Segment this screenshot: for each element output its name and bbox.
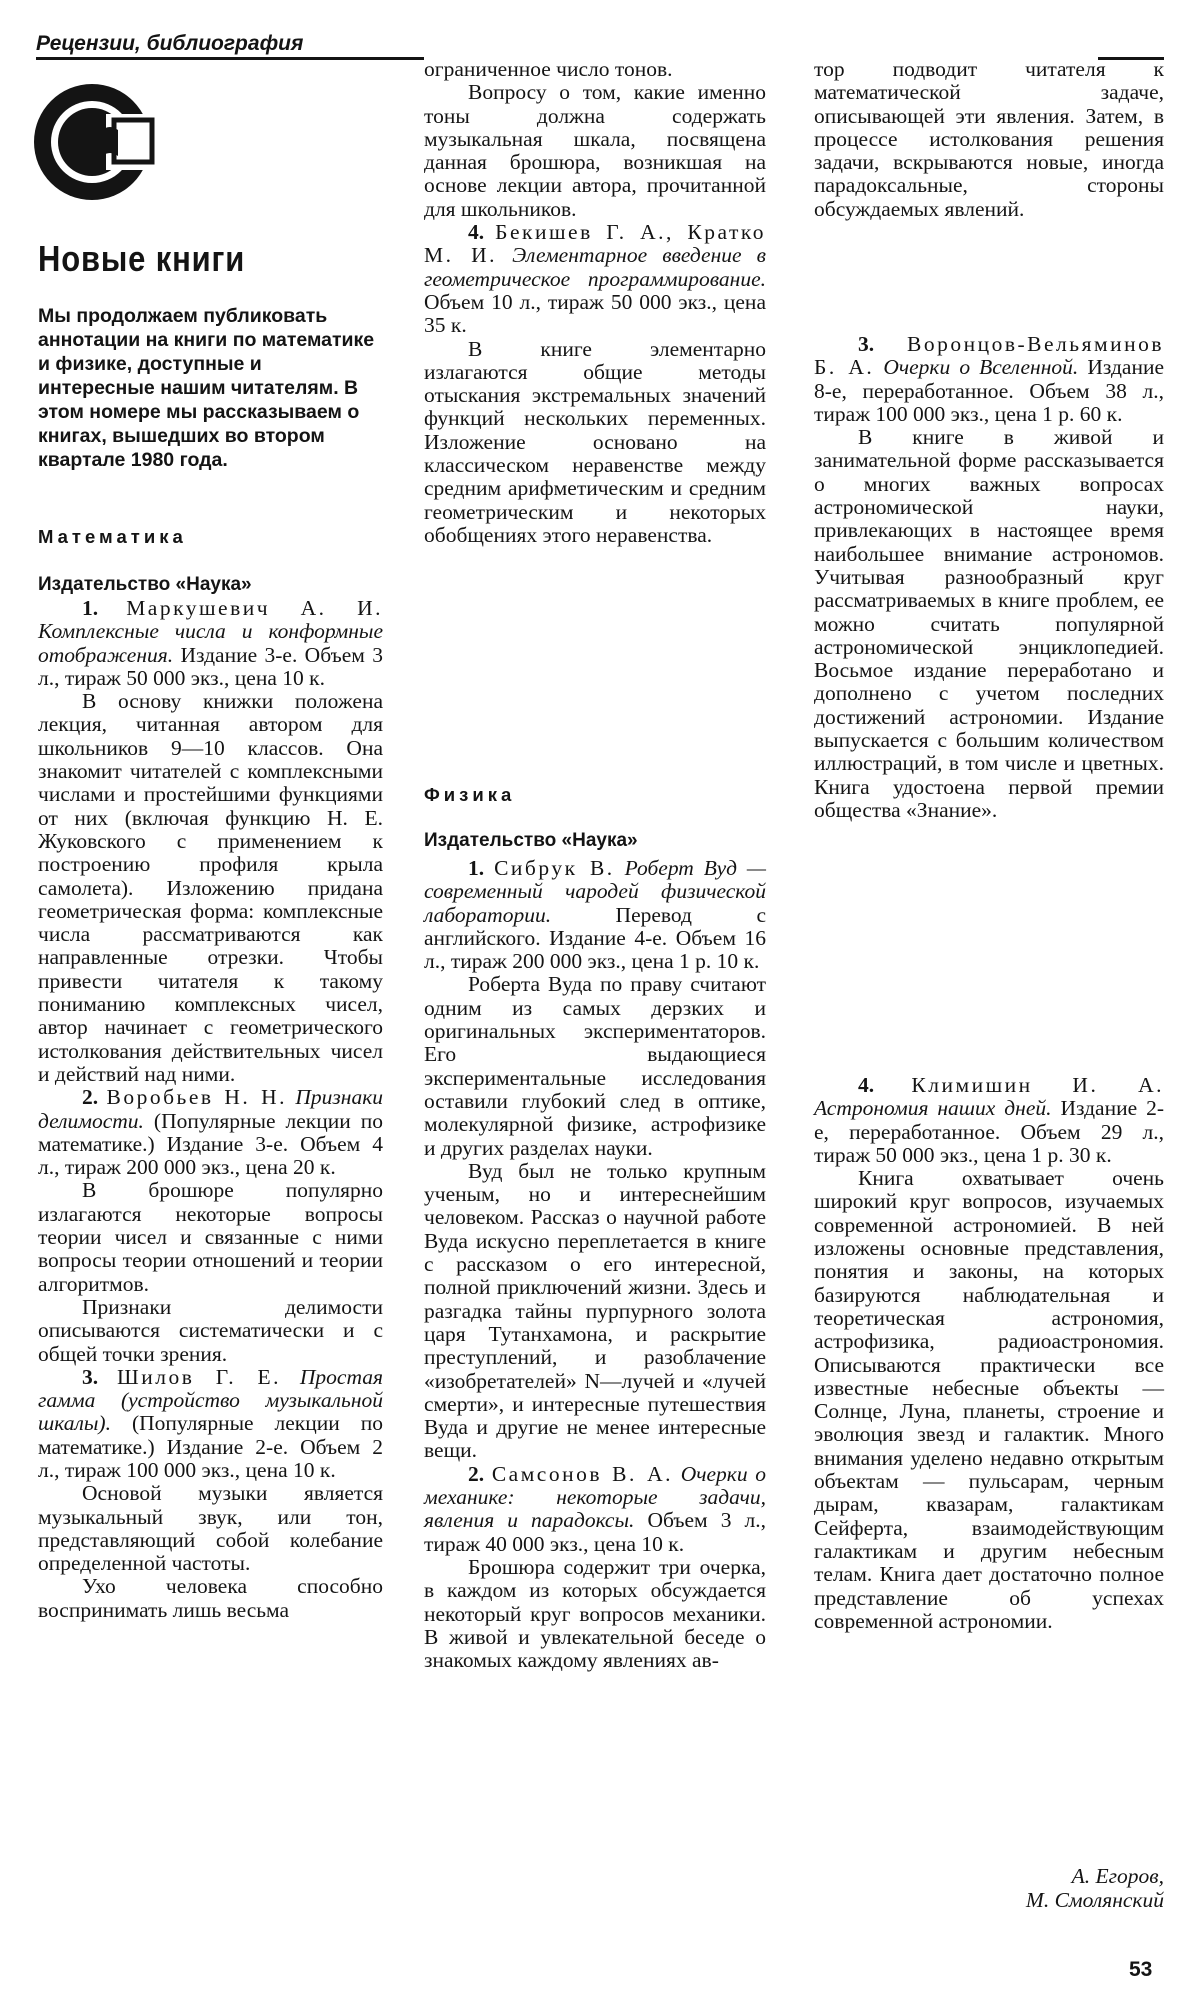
book-annotation: Признаки делимости описываются систематически и с общей точки зрения. xyxy=(38,1294,383,1366)
column-3-top xyxy=(814,58,1164,221)
column-2-bottom xyxy=(424,857,766,1672)
book-annotation: Вуд был не только крупным ученым, но и интереснейшим человеком. Рассказ о научной работе Вуда искусно переплетается в книге с рассказом о его интересной, полной приключений жизни. Здесь и разгадка тайны пурпурного золота царя Тутанхамона, и раскрытие преступлений, и разоблачение «изобретателей» N—лучей и «лучей смерти», и интересные путешествия Вуда и другие не менее интересные вещи. xyxy=(424,1158,766,1463)
column-2-top xyxy=(424,58,766,547)
book-annotation: Роберта Вуда по праву считают одним из самых дерзких и оригинальных экспериментаторов. Его выдающиеся экспериментальные исследования оставили глубокий след в оптике, молекулярной физике, астрофизике и других разделах науки. xyxy=(424,972,766,1160)
book-details: Объем 3 л., тираж 40 000 экз., цена 10 к. xyxy=(424,1508,766,1556)
book-details: Издание 3-е. Объем 3 л., тираж 50 000 экз., цена 10 к. xyxy=(38,642,383,690)
book-details: Издание 8-е, переработанное. Объем 38 л., тираж 100 000 экз., цена 1 р. 60 к. xyxy=(814,355,1165,426)
book-annotation: В книге элементарно излагаются общие методы отыскания экстремальных значений функций нескольких переменных. Изложение основано на классическом неравенстве между средним арифметическим и средним геометрическим и некоторых обобщениях этого неравенства. xyxy=(424,336,766,547)
book-title: Комплексные числа и конформные отображения. xyxy=(38,619,383,667)
book-details: Перевод с английского. Издание 4-е. Объем 16 л., тираж 200 000 экз., цена 1 р. 10 к. xyxy=(424,902,766,974)
book-author: Бекишев Г. А., Кратко М. И. xyxy=(424,220,766,268)
book-entry: 2. Самсонов В. А. Очерки о механике: некоторые задачи, явления и парадоксы. Объем 3 л., тираж 40 000 экз., цена 10 к. xyxy=(424,1461,767,1556)
book-title: Очерки о Вселенной. xyxy=(883,355,1079,380)
book-title: Очерки о механике: некоторые задачи, явления и парадоксы. xyxy=(424,1461,767,1533)
book-annotation: Вопросу о том, какие именно тоны должна содержать музыкальная шкала, посвящена данная брошюра, возникшая на основе лекции автора, прочитанной для школьников. xyxy=(424,80,766,221)
section-label: Рецензии, библиография xyxy=(36,32,304,55)
book-details: Объем 10 л., тираж 50 000 экз., цена 35 к. xyxy=(424,289,766,338)
column-1 xyxy=(38,597,383,1622)
book-title: Простая гамма (устройство музыкальной шкалы). xyxy=(38,1364,384,1436)
book-entry: 2. Воробьев Н. Н. Признаки делимости. (Популярные лекции по математике.) Издание 3-е. Объем 4 л., тираж 200 000 экз., цена 20 к. xyxy=(38,1085,384,1180)
book-title: Элементарное введение в геометрическое программирование. xyxy=(424,243,766,291)
book-annotation: В брошюре популярно излагаются некоторые вопросы теории чисел и связанные с ними вопросы теории отношений и теории алгоритмов. xyxy=(38,1178,383,1296)
book-annotation: ограниченное число тонов. xyxy=(424,57,673,81)
book-entry: 4. Климишин И. А. Астрономия наших дней. Издание 2-е, переработанное. Объем 29 л., тираж 50 000 экз., цена 1 р. 30 к. xyxy=(814,1073,1165,1167)
book-author: Маркушевич А. И. xyxy=(126,596,383,620)
header-rule xyxy=(36,57,424,60)
book-annotation: Основой музыки является музыкальный звук, или тон, представляющий собой колебание определенной частоты. xyxy=(38,1481,383,1576)
book-entry: 3. Воронцов-Вельяминов Б. А. Очерки о Вселенной. Издание 8-е, переработанное. Объем 38 л., тираж 100 000 экз., цена 1 р. 60 к. xyxy=(814,332,1165,426)
book-annotation: Ухо человека способно воспринимать лишь весьма xyxy=(38,1574,383,1622)
book-details: (Популярные лекции по математике.) Издание 3-е. Объем 4 л., тираж 200 000 экз., цена 20 к. xyxy=(38,1108,383,1180)
book-author: Воробьев Н. Н. xyxy=(106,1085,288,1110)
book-details: (Популярные лекции по математике.) Издание 2-е. Объем 2 л., тираж 100 000 экз., цена 10 к. xyxy=(38,1411,383,1482)
book-annotation: тор подводит читателя к математической задаче, описывающей эти явления. Затем, в процессе истолкования решения задачи, вскрываются новые, иногда парадоксальные, стороны обсуждаемых явлений. xyxy=(814,57,1164,221)
book-annotation: В книге в живой и занимательной форме рассказывается о многих важных вопросах астрономической науки, привлекающих в настоящее время наибольшее внимание астрономов. Учитывая разнообразный круг рассматриваемых в книге проблем, ее можно считать популярной астрономической энциклопедией. Восьмое издание переработано и дополнено с учетом последних достижений астрономии. Издание выпускается с большим количеством иллюстраций, в том числе и цветных. Книга удостоена первой премии общества «Знание». xyxy=(814,425,1164,822)
page-title: Новые книги xyxy=(38,238,246,279)
signature xyxy=(900,1864,1164,1912)
book-annotation: Брошюра содержит три очерка, в каждом из которых обсуждается некоторый круг вопросов механики. В живой и увлекательной беседе о знакомых каждому явлениях ав- xyxy=(424,1554,766,1673)
section-heading-physics: Физика xyxy=(424,784,516,805)
book-author: Шилов Г. Е. xyxy=(117,1364,282,1389)
intro-text: Мы продолжаем публиковать аннотации на книги по математике и физике, доступные и интересные нашим читателям. В этом номере мы рассказываем о книгах, вышедших во втором квартале 1980 года. xyxy=(38,305,375,471)
section-logo-icon xyxy=(34,80,158,204)
book-entry: 4. Бекишев Г. А., Кратко М. И. Элементарное введение в геометрическое программирование. Объем 10 л., тираж 50 000 экз., цена 35 к. xyxy=(424,220,766,338)
book-entry: 1. Маркушевич А. И. Комплексные числа и конформные отображения. Издание 3-е. Объем 3 л., тираж 50 000 экз., цена 10 к. xyxy=(38,596,383,690)
book-title: Роберт Вуд — современный чародей физической лаборатории. xyxy=(424,856,767,927)
book-author: Воронцов-Вельяминов Б. А. xyxy=(814,332,1164,380)
book-entry: 3. Шилов Г. Е. Простая гамма (устройство музыкальной шкалы). (Популярные лекции по математике.) Издание 2-е. Объем 2 л., тираж 100 000 экз., цена 10 к. xyxy=(38,1364,384,1482)
section-heading-math: Математика xyxy=(38,526,187,547)
book-title: Астрономия наших дней. xyxy=(814,1096,1052,1121)
page-number: 53 xyxy=(1129,1958,1153,1981)
publisher-heading: Издательство «Наука» xyxy=(424,830,638,851)
book-entry: 1. Сибрук В. Роберт Вуд — современный чародей физической лаборатории. Перевод с английского. Издание 4-е. Объем 16 л., тираж 200 000 экз., цена 1 р. 10 к. xyxy=(424,856,767,974)
book-author: Самсонов В. А. xyxy=(491,1461,673,1486)
book-annotation: Книга охватывает очень широкий круг вопросов, изучаемых современной астрономией. В ней изложены основные представления, понятия и законы, на которых базируются наблюдательная и теоретическая астрономия, астрофизика, радиоастрономия. Описываются практически все известные небесные объекты — Солнце, Луна, планеты, строение и эволюция звезд и галактик. Много внимания уделено недавно открытым объектам — пульсарам, черным дырам, квазарам, галактикам Сейферта, взаимодействующим галактикам и другим небесным телам. Книга дает достаточно полное представление об успехах современной астрономии. xyxy=(814,1166,1164,1633)
book-details: Издание 2-е, переработанное. Объем 29 л., тираж 50 000 экз., цена 1 р. 30 к. xyxy=(814,1096,1165,1167)
book-author: Сибрук В. xyxy=(494,856,615,880)
column-3-bottom xyxy=(814,1074,1164,1633)
book-author: Климишин И. А. xyxy=(911,1073,1165,1097)
signature-author-1: А. Егоров, xyxy=(1071,1864,1164,1888)
book-annotation: В основу книжки положена лекция, читанная автором для школьников 9—10 классов. Она знакомит читателей с комплексными числами и простейшими функциями от них (включая функцию Н. Е. Жуковского с применением к построению профиля крыла самолета). Изложению придана геометрическая форма: комплексные числа рассматриваются как направленные отрезки. Чтобы привести читателя к такому пониманию комплексных чисел, автор начинает с геометрического истолкования действительных чисел и действий над ними. xyxy=(38,689,383,1086)
publisher-heading: Издательство «Наука» xyxy=(38,574,252,595)
book-title: Признаки делимости. xyxy=(38,1085,384,1133)
signature-author-2: М. Смолянский xyxy=(1025,1888,1164,1912)
column-3-mid xyxy=(814,333,1164,822)
